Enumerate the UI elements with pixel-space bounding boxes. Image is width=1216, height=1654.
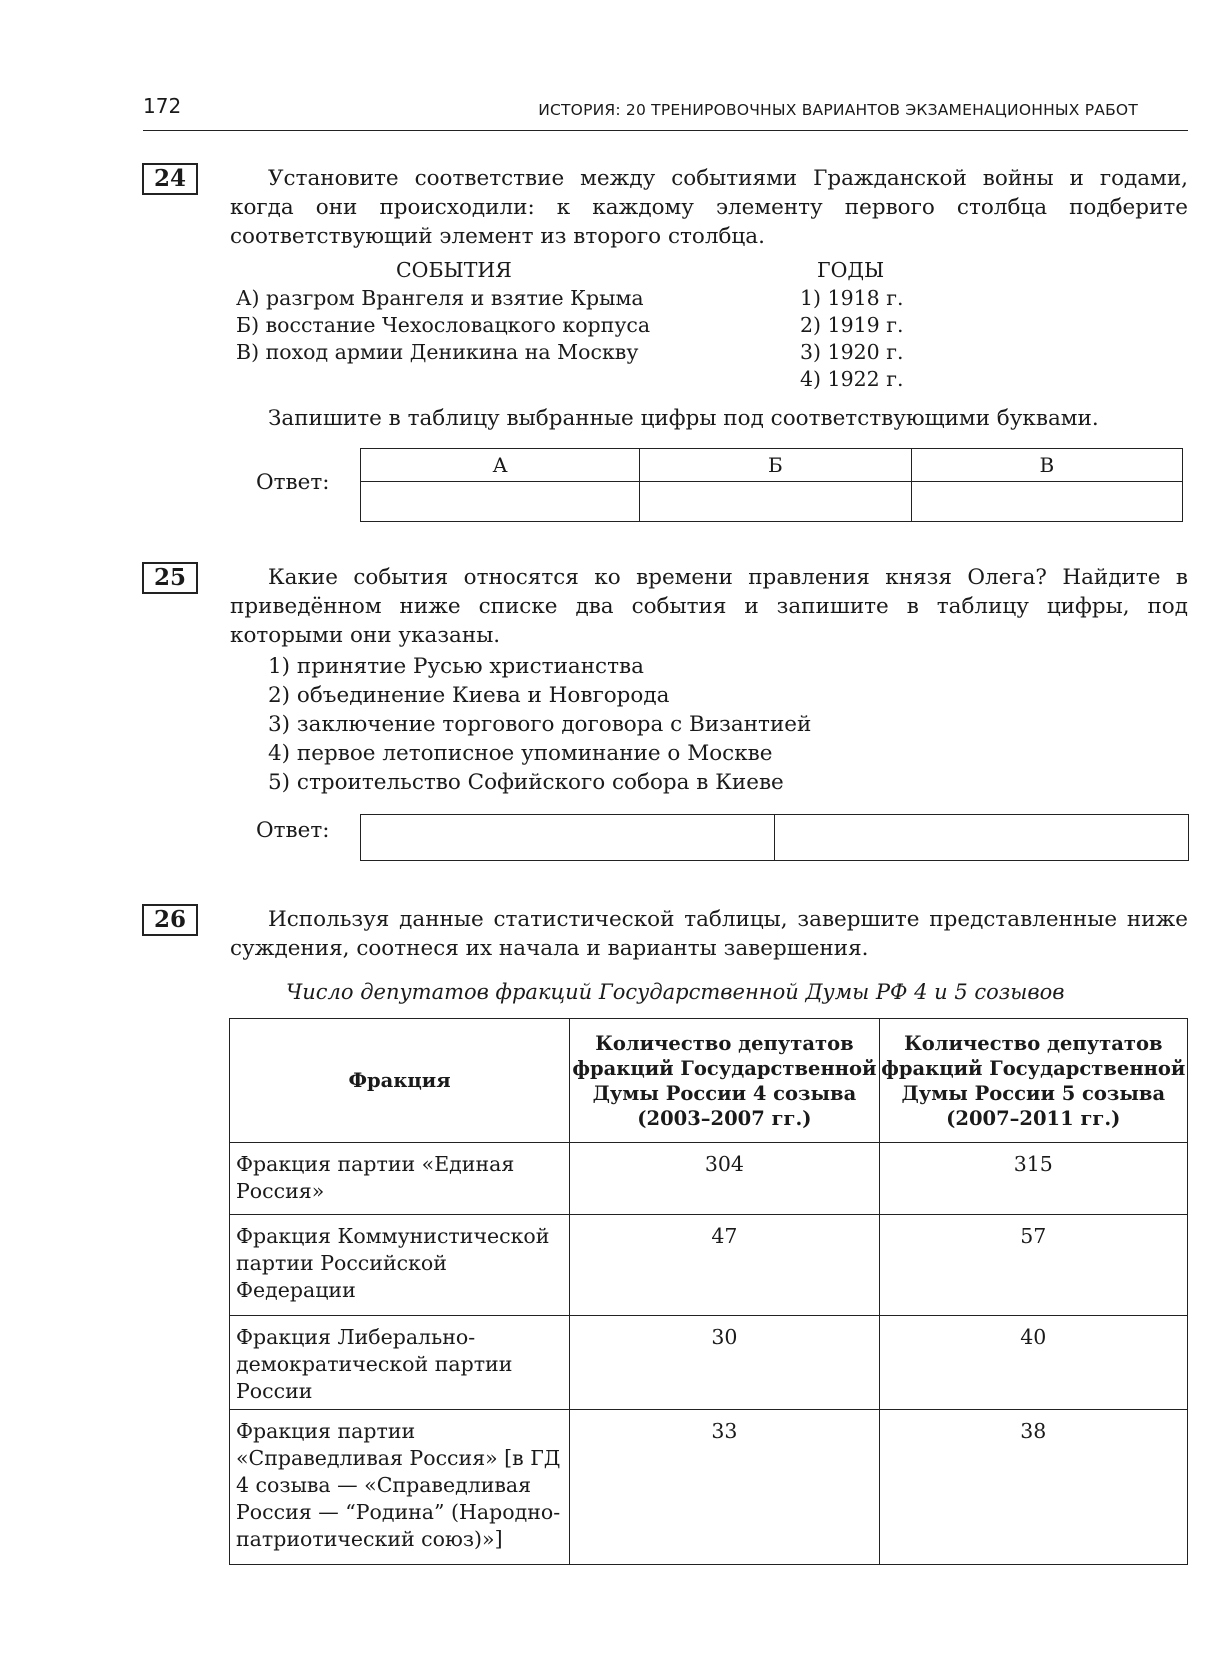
year-item: 3) 1920 г.: [800, 340, 904, 364]
task-24-prompt: Установите соответствие между событиями Гражданской войны и годами, когда они происходили: к каждому элементу первого столбца подберите соответствующий элемент из второго столбца.: [230, 166, 1188, 249]
answer-cell-1[interactable]: [361, 815, 775, 861]
deputies-count-5: 40: [879, 1316, 1187, 1410]
faction-name: Фракция Либерально-демократической партии России: [230, 1316, 570, 1410]
faction-name: Фракция Коммунистической партии Российской Федерации: [230, 1215, 570, 1316]
answer-cell-2[interactable]: [775, 815, 1189, 861]
task-24-instruction: Запишите в таблицу выбранные цифры под соответствующими буквами.: [268, 406, 1099, 431]
answer-column-a: А: [361, 449, 640, 482]
column-header: Количество депутатов фракций Государственной Думы России 5 созыва (2007–2011 гг.): [879, 1019, 1187, 1143]
deputies-count-5: 57: [879, 1215, 1187, 1316]
option-item: 5) строительство Софийского собора в Киеве: [268, 770, 784, 795]
table-caption: Число депутатов фракций Государственной Думы РФ 4 и 5 созывов: [286, 980, 1065, 1004]
table-row: [230, 1215, 1188, 1316]
event-item: Б) восстание Чехословацкого корпуса: [236, 313, 651, 337]
table-row: [230, 1143, 1188, 1215]
deputies-count-4: 47: [570, 1215, 879, 1316]
year-item: 2) 1919 г.: [800, 313, 904, 337]
event-item: В) поход армии Деникина на Москву: [236, 340, 639, 364]
task-25-number: 25: [142, 562, 198, 594]
faction-name: Фракция партии «Единая Россия»: [230, 1143, 570, 1215]
option-item: 1) принятие Русью христианства: [268, 654, 644, 679]
answer-cell-b[interactable]: [640, 482, 911, 522]
deputies-count-4: 33: [570, 1410, 879, 1565]
answer-cell-v[interactable]: [911, 482, 1182, 522]
book-title: ИСТОРИЯ: 20 ТРЕНИРОВОЧНЫХ ВАРИАНТОВ ЭКЗАМЕНАЦИОННЫХ РАБОТ: [538, 101, 1138, 119]
year-item: 4) 1922 г.: [800, 367, 904, 391]
task-25-answer-table: [360, 814, 1189, 861]
option-item: 4) первое летописное упоминание о Москве: [268, 741, 773, 766]
task-24-answer-table: [360, 448, 1183, 522]
header-divider: [143, 130, 1188, 131]
task-25-answer-label: Ответ:: [256, 818, 330, 843]
column-header: Количество депутатов фракций Государственной Думы России 4 созыва (2003–2007 гг.): [570, 1019, 879, 1143]
task-24-number: 24: [142, 163, 198, 195]
table-row: [230, 1316, 1188, 1410]
event-item: А) разгром Врангеля и взятие Крыма: [236, 286, 644, 310]
table-row: [230, 1410, 1188, 1565]
answer-column-v: В: [911, 449, 1182, 482]
events-header: СОБЫТИЯ: [396, 258, 512, 282]
years-header: ГОДЫ: [817, 258, 885, 282]
task-25-prompt: Какие события относятся ко времени правления князя Олега? Найдите в приведённом ниже списке два события и запишите в таблицу цифры, под которыми они указаны.: [230, 565, 1188, 648]
page-number: 172: [143, 94, 182, 118]
deputies-count-5: 38: [879, 1410, 1187, 1565]
task-26-number: 26: [142, 904, 198, 936]
deputies-count-5: 315: [879, 1143, 1187, 1215]
column-header: Фракция: [230, 1019, 570, 1143]
task-26-prompt: Используя данные статистической таблицы, завершите представленные ниже суждения, соотнеся их начала и варианты завершения.: [230, 907, 1188, 961]
task-24-answer-label: Ответ:: [256, 470, 330, 495]
answer-cell-a[interactable]: [361, 482, 640, 522]
option-item: 2) объединение Киева и Новгорода: [268, 683, 670, 708]
answer-column-b: Б: [640, 449, 911, 482]
year-item: 1) 1918 г.: [800, 286, 904, 310]
deputies-count-4: 30: [570, 1316, 879, 1410]
deputies-count-4: 304: [570, 1143, 879, 1215]
option-item: 3) заключение торгового договора с Византией: [268, 712, 812, 737]
deputies-table: [229, 1018, 1188, 1565]
faction-name: Фракция партии «Справедливая Россия» [в ГД 4 созыва — «Справедливая Россия — “Родина” (Народно-патриотический союз)»]: [230, 1410, 570, 1565]
